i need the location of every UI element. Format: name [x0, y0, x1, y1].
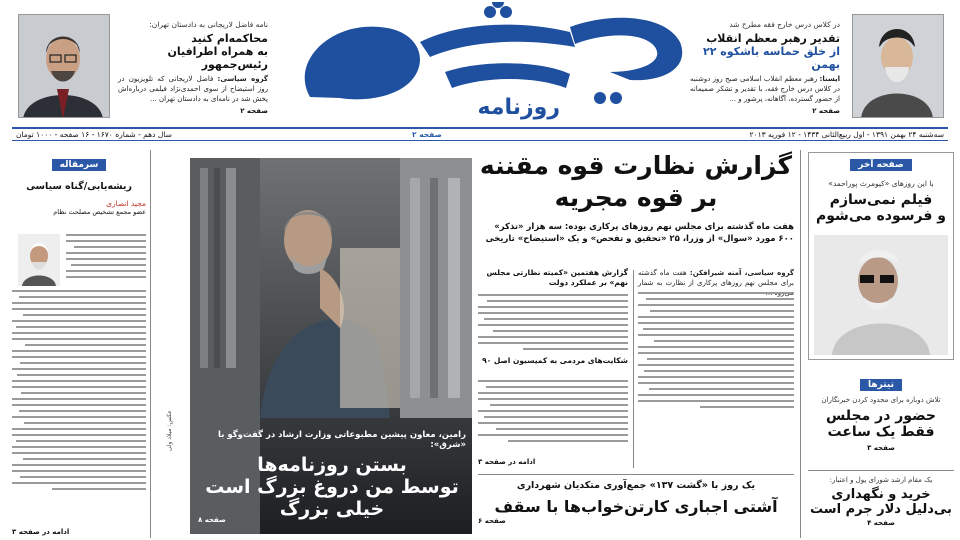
top-right-lead-label: ایسنا: — [819, 75, 840, 83]
headlines-headline-2[interactable]: فقط یک ساعت — [827, 424, 935, 440]
editorial-section-label: سرمقاله — [52, 159, 107, 171]
top-left-headline-1[interactable]: محاکمه‌ام کنید — [191, 32, 268, 45]
pourahmad-photo — [814, 235, 948, 355]
date-line: سه‌شنبه ۲۴ بهمن ۱۳۹۱ - اول ربیع‌الثانی ۱۴۳۴ - ۱۲ فوریه ۲۰۱۳ — [749, 130, 944, 139]
editorial-author: مجید انصاری — [106, 199, 146, 208]
dateline-bar — [12, 127, 948, 141]
editorial-title[interactable]: ریشه‌یابی/گناه سیاسی — [26, 181, 132, 192]
top-right-kicker: در کلاس درس خارج فقه مطرح شد — [729, 20, 840, 29]
top-right-headline-1[interactable]: تقدیر رهبر معظم انقلاب — [706, 32, 840, 45]
editorial-box — [12, 152, 146, 536]
last-page-kicker: با این روزهای «کیومرث پوراحمد» — [828, 179, 934, 188]
leader-photo — [852, 14, 944, 118]
headlines-headline-1[interactable]: حضور در مجلس — [826, 408, 936, 424]
main-continued[interactable]: ادامه در صفحه ۳ — [478, 458, 536, 466]
editorial-continued[interactable]: ادامه در صفحه ۳ — [12, 528, 70, 536]
top-right-headline-2[interactable]: از خلق حماسه باشکوه ۲۲ بهمن — [703, 45, 840, 71]
main-deck-2: ۶۰۰ مورد «سوال» از وزرا، ۲۵ «تحقیق و تفحص» و یک «استیضاح» تاریخی — [485, 234, 794, 244]
photo-story-kicker: رامین، معاون پیشین مطبوعاتی وزارت ارشاد در گفت‌وگو با «شرق»: — [218, 430, 466, 450]
main-deck-1: هفت ماه گذشته برای مجلس نهم روزهای پرکاری بوده: سه هزار «تذکر» — [494, 222, 794, 232]
top-right-lead: رهبر معظم انقلاب اسلامی صبح روز دوشنبه در کلاس درس خارج فقه، با تقدیر و تشکر صمیمانه از حضور گسترده، آگاهانه، پرشور و ... — [690, 75, 840, 103]
top-left-lead: فاضل لاریجانی که تلویزیون در روز استیضاح از سوی احمدی‌نژاد فیلمی درباره‌اش پخش شد در نامه‌ای به دادستان تهران ... — [118, 75, 268, 103]
photo-story-page-ref[interactable]: صفحه ۸ — [198, 516, 226, 524]
main-lead: هفت ماه گذشته برای مجلس نهم روزهای پرکاری از نظارت به شمار — [638, 269, 794, 287]
last-page-headline-2[interactable]: و فرسوده می‌شوم — [816, 208, 946, 224]
last-page-headline-1[interactable]: فیلم نمی‌سازم — [829, 192, 933, 208]
last-page-box — [808, 152, 954, 360]
headlines-kicker: تلاش دوباره برای محدود کردن خبرنگاران — [821, 396, 941, 404]
headlines-page-ref[interactable]: صفحه ۳ — [867, 444, 895, 452]
photo-story-headline-1[interactable]: بستن روزنامه‌ها — [257, 454, 407, 476]
main-lead-label: گروه سیاسی، آمنه شیرافکن: — [689, 269, 794, 277]
top-left-headline-2[interactable]: به همراه اطرافیان رئیس‌جمهور — [167, 45, 268, 71]
photo-story-headline-2[interactable]: توسط من دروغ بزرگ است — [205, 476, 459, 498]
last-page-section-label: صفحه آخر — [850, 159, 911, 171]
ansari-photo — [18, 234, 60, 286]
top-right-page-ref[interactable]: صفحه ۲ — [812, 107, 840, 115]
headlines-section-label: تیترها — [860, 379, 902, 391]
photo-story-headline-3[interactable]: خیلی بزرگ — [279, 498, 385, 520]
bottom-center-page-ref[interactable]: صفحه ۶ — [478, 517, 506, 525]
bottom-center-kicker: یک روز با «گشت ۱۳۷» جمع‌آوری متکدیان شهرداری — [516, 480, 756, 491]
headlines-box — [808, 372, 954, 460]
main-subhead-2: شکایت‌های مردمی به کمیسیون اصل ۹۰ — [482, 356, 628, 365]
dollar-kicker: یک مقام ارشد شورای پول و اعتبار: — [829, 476, 933, 484]
editorial-author-role: عضو مجمع تشخیص مصلحت نظام — [53, 208, 146, 216]
top-left-page-ref[interactable]: صفحه ۲ — [240, 107, 268, 115]
bottom-center-headline[interactable]: آشتی اجباری کارتن‌خواب‌ها با سقف — [494, 497, 778, 516]
masthead-subtitle: روزنامه — [477, 95, 560, 120]
photo-credit: عکس: میلاد ولی — [166, 410, 173, 452]
masthead-logo — [270, 2, 690, 120]
main-headline-1[interactable]: گزارش نظارت قوه مقننه — [479, 151, 793, 180]
top-left-lead-label: گروه سیاسی: — [217, 75, 268, 83]
dollar-headline-1[interactable]: خرید و نگهداری — [831, 487, 931, 502]
issue-info: سال دهم - شماره ۱۶۷۰ - ۱۶ صفحه - ۱۰۰۰ تومان — [16, 130, 172, 139]
larijani-photo — [18, 14, 110, 118]
dateline-page-label: صفحه ۲ — [412, 130, 442, 139]
main-headline-2[interactable]: بر قوه مجریه — [554, 183, 718, 212]
dollar-page-ref[interactable]: صفحه ۴ — [867, 519, 895, 527]
top-left-kicker: نامه فاضل لاریجانی به دادستان تهران: — [149, 20, 268, 29]
main-subhead-1: گزارش هفتمین «کمیته نظارتی مجلس نهم» بر عملکرد دولت — [486, 268, 628, 287]
dollar-headline-2[interactable]: بی‌دلیل دلار جرم است — [810, 502, 952, 517]
